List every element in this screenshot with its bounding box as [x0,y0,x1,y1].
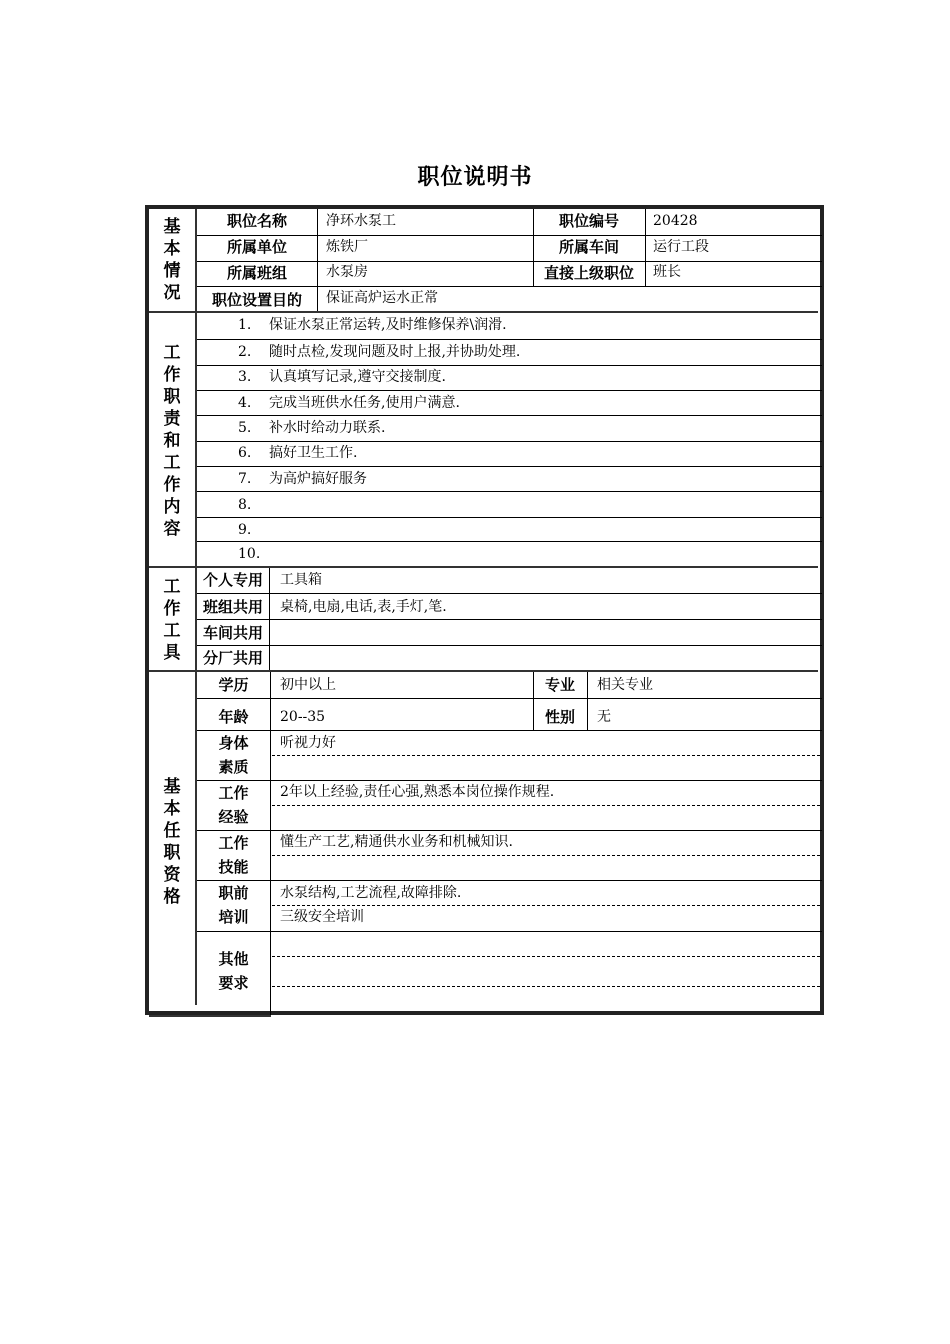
divider [197,517,822,518]
experience-label: 经验 [218,808,249,826]
section-char: 内 [163,497,181,517]
gender-label: 性别 [544,708,575,726]
unit-label: 所属单位 [226,238,287,256]
divider [197,593,822,594]
section-char: 工 [163,621,181,641]
section-char: 和 [163,431,181,451]
experience-value: 2年以上经验,责任心强,熟悉本岗位操作规程. [280,784,555,800]
workshop-value: 运行工段 [653,239,709,255]
superior-label: 直接上级职位 [543,264,634,282]
divider [197,261,822,262]
section-char: 本 [163,799,181,819]
duty-number: 9. [238,522,252,538]
section-char: 作 [163,475,181,495]
section-char: 工 [163,453,181,473]
divider [197,441,822,442]
training-label: 职前 [218,884,249,902]
divider [197,619,822,620]
major-value: 相关专业 [597,677,653,693]
tool-category-label: 车间共用 [202,624,263,642]
job-no-label: 职位编号 [558,212,619,230]
dashed-line [272,755,820,756]
job-name-value: 净环水泵工 [326,213,396,229]
section-divider [149,311,818,313]
divider [197,698,822,699]
experience-label: 工作 [218,784,249,802]
purpose-value: 保证高炉运水正常 [326,290,438,306]
section-char: 资 [163,865,181,885]
workshop-label: 所属车间 [558,238,619,256]
physical-label: 身体 [218,734,249,752]
section-char: 作 [163,365,181,385]
training-value: 三级安全培训 [280,909,364,925]
section-divider [149,566,818,568]
section-duties [160,342,184,540]
duty-text: 认真填写记录,遵守交接制度. [269,369,446,385]
divider [587,672,588,730]
tool-value: 工具箱 [280,572,322,588]
section-char: 责 [163,409,181,429]
other-requirements-label: 要求 [218,974,249,992]
divider [197,830,822,831]
divider [197,365,822,366]
divider [197,466,822,467]
section-char: 工 [163,577,181,597]
job-no-value: 20428 [653,213,698,229]
divider [197,491,822,492]
duty-number: 1. [238,317,252,333]
duty-text: 为高炉搞好服务 [269,471,367,487]
section-char: 作 [163,599,181,619]
divider [645,209,646,286]
divider [197,286,822,287]
skill-label: 工作 [218,834,249,852]
duty-text: 随时点检,发现问题及时上报,并协助处理. [269,344,521,360]
divider [197,390,822,391]
section-char: 况 [163,283,181,303]
section-char: 基 [163,217,181,237]
dashed-line [272,855,820,856]
physical-value: 听视力好 [280,735,336,751]
section-basic-info [160,216,184,304]
duty-number: 2. [238,344,252,360]
purpose-label: 职位设置目的 [211,291,302,309]
section-char: 任 [163,821,181,841]
duty-text: 补水时给动力联系. [269,420,386,436]
duty-number: 4. [238,395,252,411]
dashed-line [272,956,820,957]
divider [197,415,822,416]
age-label: 年龄 [218,708,249,726]
divider [317,209,318,311]
education-value: 初中以上 [280,677,336,693]
superior-value: 班长 [653,264,681,280]
divider [197,780,822,781]
section-divider [149,670,818,672]
divider [270,672,271,1015]
tool-category-label: 班组共用 [202,598,263,616]
divider [197,235,822,236]
duty-number: 3. [238,369,252,385]
skill-label: 技能 [218,858,249,876]
skill-value: 懂生产工艺,精通供水业务和机械知识. [280,834,513,850]
duty-number: 6. [238,445,252,461]
dashed-line [272,805,820,806]
training-value: 水泵结构,工艺流程,故障排除. [280,885,462,901]
education-label: 学历 [218,676,249,694]
tool-value: 桌椅,电扇,电话,表,手灯,笔. [280,599,447,615]
divider [269,568,270,670]
dashed-line [272,986,820,987]
gender-value: 无 [597,709,611,725]
section-char: 容 [163,519,181,539]
team-label: 所属班组 [226,264,287,282]
divider [197,931,822,932]
section-char: 具 [163,643,181,663]
tool-category-label: 分厂共用 [202,649,263,667]
divider [197,645,822,646]
section-divider [149,1015,271,1017]
age-value: 20--35 [280,709,326,725]
section-char: 本 [163,239,181,259]
duty-text: 搞好卫生工作. [269,445,358,461]
section-char: 职 [163,387,181,407]
duty-number: 5. [238,420,252,436]
physical-label: 素质 [218,758,249,776]
section-char: 情 [163,261,181,281]
job-name-label: 职位名称 [226,212,287,230]
dashed-line [272,905,820,906]
tool-category-label: 个人专用 [202,571,263,589]
duty-text: 保证水泵正常运转,及时维修保养\润滑. [269,317,507,333]
divider [197,730,822,731]
section-char: 格 [163,887,181,907]
duty-number: 10. [238,546,261,562]
other-requirements-label: 其他 [218,950,249,968]
section-qualifications [160,776,184,908]
divider [197,339,822,340]
major-label: 专业 [544,676,575,694]
team-value: 水泵房 [326,264,368,280]
duty-text: 完成当班供水任务,使用户满意. [269,395,460,411]
training-label: 培训 [218,908,249,926]
unit-value: 炼铁厂 [326,239,368,255]
divider [197,541,822,542]
document-title: 职位说明书 [417,165,533,190]
divider [197,880,822,881]
section-tools [160,576,184,664]
section-char: 职 [163,843,181,863]
duty-number: 7. [238,471,252,487]
duty-number: 8. [238,497,252,513]
section-char: 工 [163,343,181,363]
section-char: 基 [163,777,181,797]
